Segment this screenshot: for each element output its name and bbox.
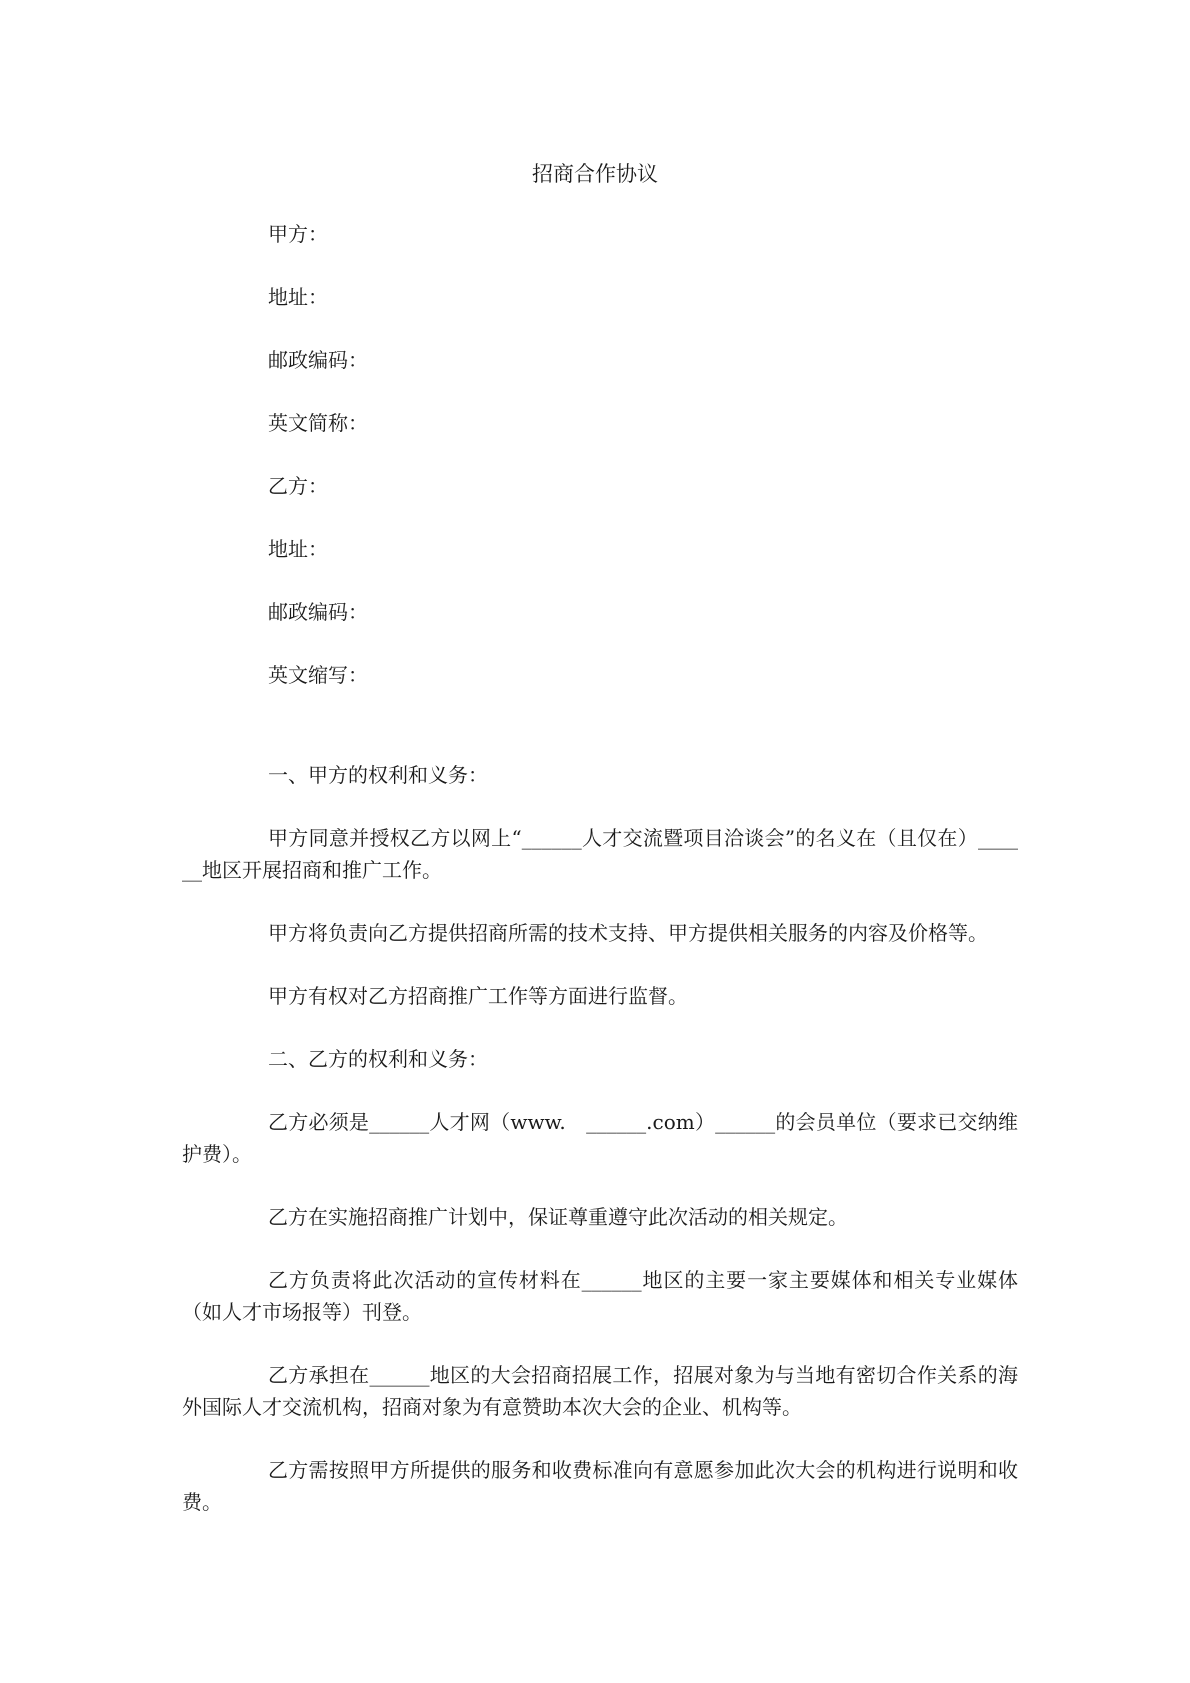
paragraph: 甲方将负责向乙方提供招商所需的技术支持、甲方提供相关服务的内容及价格等。 (268, 921, 988, 945)
field-party-a: 甲方： (268, 222, 328, 246)
paragraph: 乙方负责将此次活动的宣传材料在______地区的主要一家主要媒体和相关专业媒体（如人才市场报等）刊登。 (182, 1268, 1018, 1324)
party-info-fields (268, 220, 368, 724)
agreement-body (182, 759, 1018, 1549)
field-party-a-postcode: 邮政编码： (268, 348, 368, 372)
paragraph: 乙方需按照甲方所提供的服务和收费标准向有意愿参加此次大会的机构进行说明和收费。 (182, 1458, 1018, 1514)
field-party-b: 乙方： (268, 474, 328, 498)
section-heading-party-a: 一、甲方的权利和义务： (268, 763, 488, 787)
document-title: 招商合作协议 (532, 162, 658, 186)
field-party-b-address: 地址： (268, 537, 328, 561)
field-party-a-address: 地址： (268, 285, 328, 309)
field-party-a-english-name: 英文简称： (268, 411, 368, 435)
field-party-b-postcode: 邮政编码： (268, 600, 368, 624)
section-heading-party-b: 二、乙方的权利和义务： (268, 1047, 488, 1071)
paragraph: 甲方有权对乙方招商推广工作等方面进行监督。 (268, 984, 688, 1008)
paragraph: 乙方必须是______人才网（www. ______.com）______的会员单位（要求已交纳维护费）。 (182, 1110, 1018, 1166)
paragraph: 乙方承担在______地区的大会招商招展工作，招展对象为与当地有密切合作关系的海外国际人才交流机构，招商对象为有意赞助本次大会的企业、机构等。 (182, 1363, 1018, 1419)
paragraph: 乙方在实施招商推广计划中，保证尊重遵守此次活动的相关规定。 (268, 1205, 848, 1229)
paragraph: 甲方同意并授权乙方以网上“______人才交流暨项目洽谈会”的名义在（且仅在）______地区开展招商和推广工作。 (182, 826, 1018, 882)
field-party-b-english-abbr: 英文缩写： (268, 663, 368, 687)
